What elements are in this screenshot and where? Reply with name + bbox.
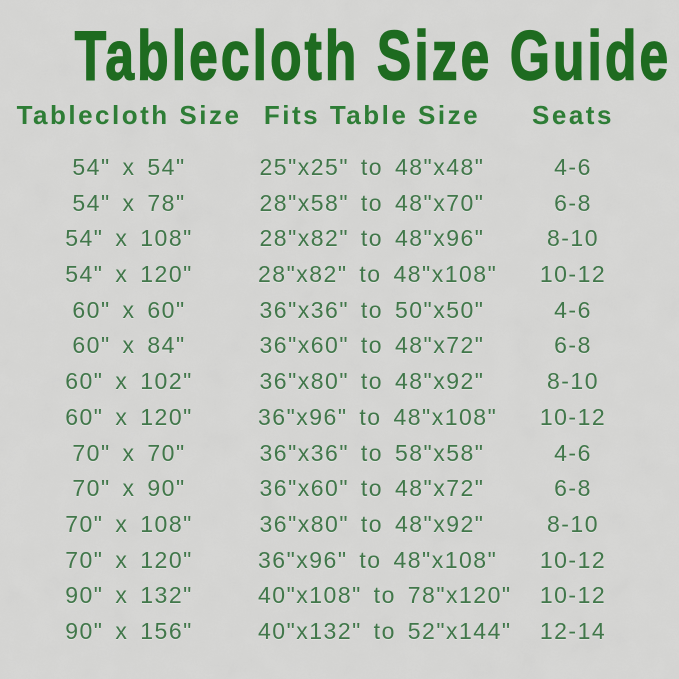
fits-table-size-cell: 28"x82" to 48"x108" (258, 261, 498, 288)
table-row (0, 328, 660, 364)
fits-table-size-cell: 36"x60" to 48"x72" (259, 332, 485, 359)
table-row (0, 471, 660, 507)
seats-cell: 8-10 (546, 510, 600, 537)
fits-table-size-cell: 36"x36" to 58"x58" (259, 439, 485, 466)
seats-cell: 6-8 (554, 475, 592, 502)
seats-cell: 10-12 (539, 546, 607, 573)
fits-table-size-cell: 36"x36" to 50"x50" (259, 296, 485, 323)
tablecloth-size-cell: 90" x 156" (65, 617, 193, 644)
seats-cell: 4-6 (554, 154, 592, 180)
fits-table-size-cell: 40"x132" to 52"x144" (258, 617, 512, 644)
tablecloth-size-cell: 70" x 90" (72, 475, 186, 502)
tablecloth-size-cell: 70" x 108" (65, 510, 193, 537)
col-header-fits-table-size: Fits Table Size (263, 100, 481, 130)
tablecloth-size-cell: 90" x 132" (65, 582, 193, 609)
tablecloth-size-cell: 54" x 108" (65, 225, 193, 252)
seats-cell: 8-10 (546, 368, 600, 395)
table-row (0, 186, 660, 222)
col-header-tablecloth-size: Tablecloth Size (16, 100, 242, 130)
tablecloth-size-cell: 70" x 70" (72, 439, 186, 466)
tablecloth-size-cell: 60" x 84" (72, 332, 186, 359)
table-row (0, 364, 660, 400)
fits-table-size-cell: 36"x96" to 48"x108" (258, 403, 498, 430)
tablecloth-size-cell: 54" x 54" (72, 154, 186, 180)
table-row (0, 436, 660, 472)
fits-table-size-cell: 25"x25" to 48"x48" (259, 154, 485, 180)
fits-table-size-cell: 36"x60" to 48"x72" (259, 475, 485, 502)
seats-cell: 6-8 (554, 332, 592, 359)
table-row (0, 400, 660, 436)
tablecloth-size-cell: 70" x 120" (65, 546, 193, 573)
seats-cell: 12-14 (539, 617, 607, 644)
col-header-seats: Seats (532, 100, 614, 130)
fits-table-size-cell: 36"x96" to 48"x108" (258, 546, 498, 573)
table-row (0, 150, 660, 186)
seats-cell: 8-10 (546, 225, 600, 252)
seats-cell: 10-12 (539, 403, 607, 430)
fits-table-size-cell: 28"x58" to 48"x70" (259, 189, 485, 216)
tablecloth-size-cell: 54" x 78" (72, 189, 186, 216)
seats-cell: 10-12 (539, 261, 607, 288)
table-row (0, 293, 660, 329)
fits-table-size-cell: 28"x82" to 48"x96" (259, 225, 485, 252)
table-row (0, 614, 660, 650)
fits-table-size-cell: 40"x108" to 78"x120" (258, 582, 512, 609)
table-row (0, 507, 660, 543)
seats-cell: 4-6 (554, 439, 592, 466)
seats-cell: 10-12 (539, 582, 607, 609)
tablecloth-size-cell: 60" x 120" (65, 403, 193, 430)
table-body (0, 150, 660, 650)
table-row (0, 221, 660, 257)
page-title: Tablecloth Size Guide (74, 15, 672, 95)
tablecloth-size-cell: 60" x 60" (72, 296, 186, 323)
tablecloth-size-cell: 54" x 120" (65, 261, 193, 288)
tablecloth-size-cell: 60" x 102" (65, 368, 193, 395)
fits-table-size-cell: 36"x80" to 48"x92" (259, 510, 485, 537)
table-row (0, 257, 660, 293)
size-guide-table (0, 98, 660, 650)
seats-cell: 4-6 (554, 296, 592, 323)
table-header-row (0, 98, 660, 132)
fits-table-size-cell: 36"x80" to 48"x92" (259, 368, 485, 395)
seats-cell: 6-8 (554, 189, 592, 216)
table-row (0, 578, 660, 614)
table-row (0, 543, 660, 579)
